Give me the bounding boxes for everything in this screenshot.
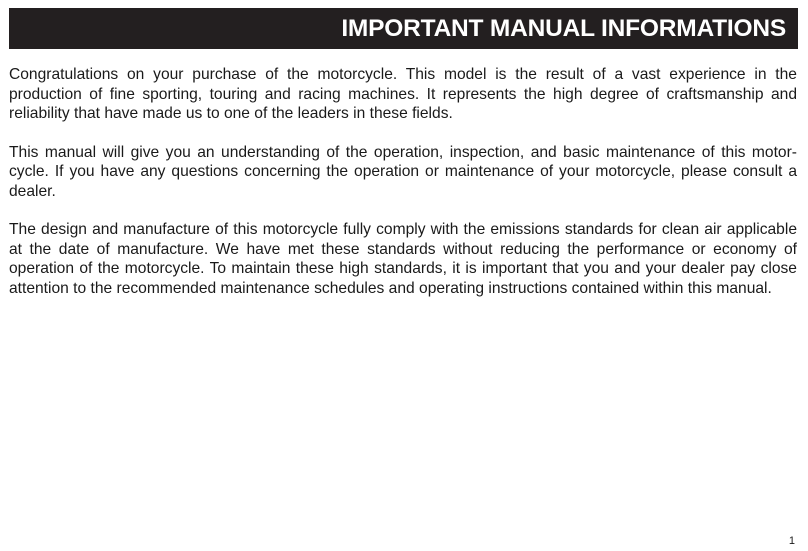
document-body bbox=[9, 65, 797, 317]
paragraph-emissions: The design and manufacture of this motorcycle fully comply with the emissions standards for clean air applicable at the date of manufacture. We have met these standards without reducing the performance or economy of operation of the motorcycle. To maintain these high standards, it is important that you and your dealer pay close attention to the recommended maintenance schedules and operating instructions contained within this manual. bbox=[9, 221, 797, 297]
paragraph-manual-purpose: This manual will give you an understanding of the operation, inspection, and basic maintenance of this motorcycle. If you have any questions concerning the operation or maintenance of your motorcycle, please consult a dealer. bbox=[9, 143, 797, 200]
page-number: 1 bbox=[788, 535, 795, 547]
header-bar bbox=[9, 8, 798, 49]
paragraph-introduction: Congratulations on your purchase of the motorcycle. This model is the result of a vast experience in the production of fine sporting, touring and racing machines. It represents the high degree of craftsmanship and reliability that have made us to one of the leaders in these fields. bbox=[9, 66, 797, 122]
page-title: IMPORTANT MANUAL INFORMATIONS bbox=[341, 14, 786, 42]
